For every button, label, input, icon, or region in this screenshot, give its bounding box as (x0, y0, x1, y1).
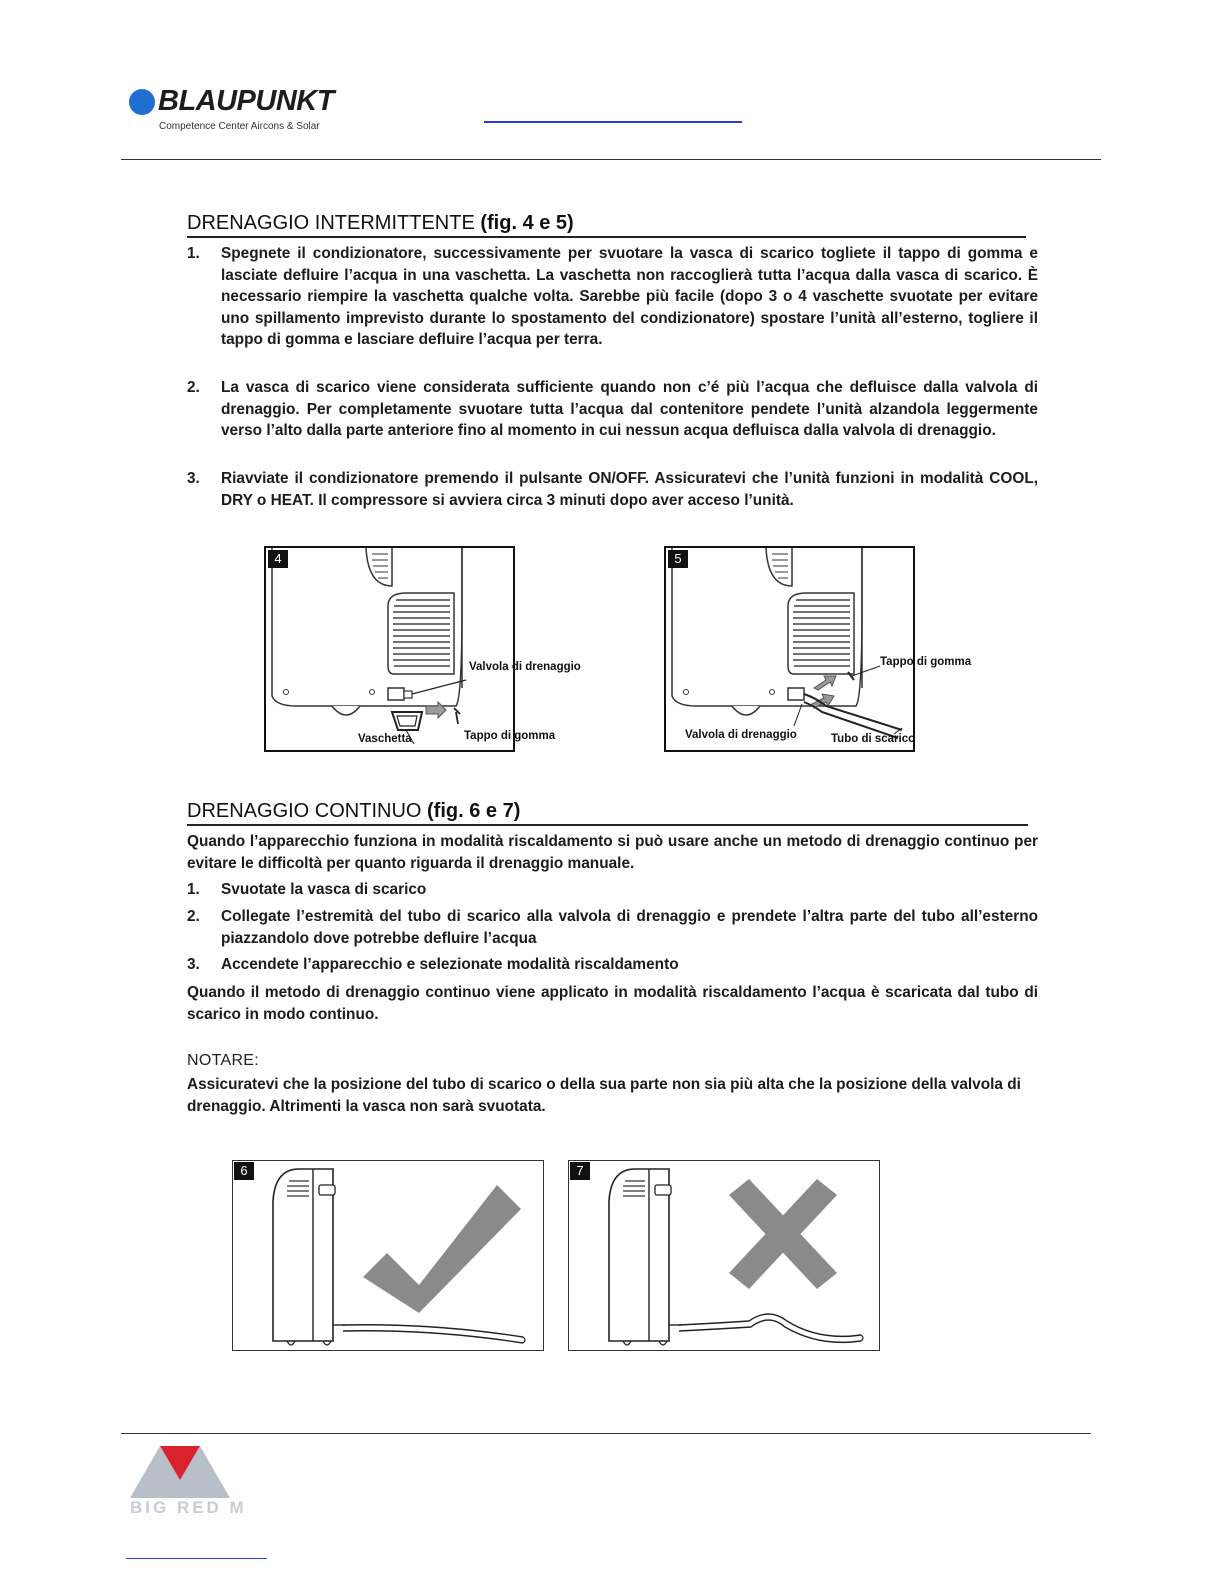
section-title-fig: (fig. 6 e 7) (427, 800, 521, 822)
list-item (187, 243, 1038, 351)
section-title-underline (187, 824, 1028, 826)
figure-label-valve: Valvola di drenaggio (685, 729, 797, 741)
list-item-number: 2. (187, 908, 200, 925)
list-item (187, 468, 1038, 511)
figure-7-illustration (569, 1161, 881, 1352)
list-item-number: 2. (187, 379, 200, 396)
list-item (187, 954, 1038, 976)
figure-label-plug: Tappo di gomma (464, 730, 556, 742)
section-title-continuous (187, 800, 520, 823)
figure-label-plug: Tappo di gomma (880, 656, 972, 668)
list-item-text: Collegate l’estremità del tubo di scarico alla valvola di drenaggio e prendete l’altra parte del tubo all’esterno piazzandolo dove potrebbe defluire l’acqua (221, 908, 1038, 947)
list-item-number: 1. (187, 881, 200, 898)
list-item (187, 879, 1038, 901)
section-title-fig: (fig. 4 e 5) (480, 212, 574, 234)
note-label: NOTARE: (187, 1052, 260, 1069)
footer-logo-text: BIG RED M (130, 1498, 247, 1517)
figure-number: 7 (570, 1162, 590, 1180)
big-red-m-logo-icon (130, 1446, 230, 1498)
brand-tagline: Competence Center Aircons & Solar (159, 121, 320, 132)
list-item-text: Riavviate il condizionatore premendo il pulsante ON/OFF. Assicuratevi che l’unità funzioni in modalità COOL, DRY o HEAT. Il compressore si avviera circa 3 minuti dopo aver acceso l’unità. (221, 470, 1038, 509)
check-mark-icon (363, 1185, 521, 1313)
section-title-text: DRENAGGIO INTERMITTENTE (187, 212, 475, 234)
list-item-text: Spegnete il condizionatore, successivamente per svuotare la vasca di scarico togliete il tappo di gomma e lasciate defluire l’acqua in una vaschetta. La vaschetta non raccoglierà tutta l’acqua dalla vasca di scarico. È necessario riempire la vaschetta qualche volta. Sarebbe più facile (dopo 3 o 4 vaschette svuotate per evitare uno spillamento imprevisto durante lo spostamento del condizionatore) spostare l’unità all’esterno, togliere il tappo di gomma e lasciare defluire l’acqua per terra. (221, 245, 1038, 348)
figure-7 (568, 1160, 880, 1351)
figure-number: 4 (268, 550, 288, 568)
figure-label-valve: Valvola di drenaggio (469, 661, 581, 673)
header-divider (121, 159, 1101, 160)
section-title-intermittent (187, 212, 574, 235)
list-item (187, 377, 1038, 442)
cross-mark-icon (729, 1179, 837, 1289)
header-link-underline[interactable] (484, 121, 742, 123)
brand-logo-text: BLAUPUNKT (158, 85, 334, 117)
figure-5-illustration (666, 548, 917, 754)
list-item-text: Svuotate la vasca di scarico (221, 881, 427, 898)
blaupunkt-logo-dot (129, 89, 155, 115)
figure-6 (232, 1160, 544, 1351)
figure-4-illustration (266, 548, 517, 754)
figure-6-illustration (233, 1161, 545, 1352)
list-item-number: 3. (187, 956, 200, 973)
section-title-underline (187, 236, 1026, 238)
section-title-text: DRENAGGIO CONTINUO (187, 800, 422, 822)
figure-number: 5 (668, 550, 688, 568)
footer-divider (121, 1433, 1091, 1434)
note-text: Assicuratevi che la posizione del tubo di scarico o della sua parte non sia più alta che la posizione della valvola di drenaggio. Altrimenti la vasca non sarà svuotata. (187, 1076, 1021, 1115)
list-item-number: 1. (187, 245, 200, 262)
figure-label-hose: Tubo di scarico (831, 733, 916, 745)
figure-number: 6 (234, 1162, 254, 1180)
figure-4 (264, 546, 581, 752)
list-item-text: Accendete l’apparecchio e selezionate modalità riscaldamento (221, 956, 679, 973)
outro-paragraph: Quando il metodo di drenaggio continuo viene applicato in modalità riscaldamento l’acqua è scaricata dal tubo di scarico in modo continuo. (187, 984, 1038, 1023)
figure-5 (664, 546, 972, 752)
figure-label-tray: Vaschetta (358, 733, 412, 745)
list-item-text: La vasca di scarico viene considerata sufficiente quando non c’é più l’acqua che defluisce dalla valvola di drenaggio. Per completamente svuotare tutta l’acqua dal contenitore pendete l’unità alzandola leggermente verso l’alto dalla parte anteriore fino al momento in cui nessun acqua defluisca dalla valvola di drenaggio. (221, 379, 1038, 439)
list-item-number: 3. (187, 470, 200, 487)
intro-paragraph: Quando l’apparecchio funziona in modalità riscaldamento si può usare anche un metodo di drenaggio continuo per evitare le difficoltà per quanto riguarda il drenaggio manuale. (187, 833, 1038, 872)
footer-link-underline[interactable] (126, 1558, 267, 1559)
list-item (187, 906, 1038, 949)
